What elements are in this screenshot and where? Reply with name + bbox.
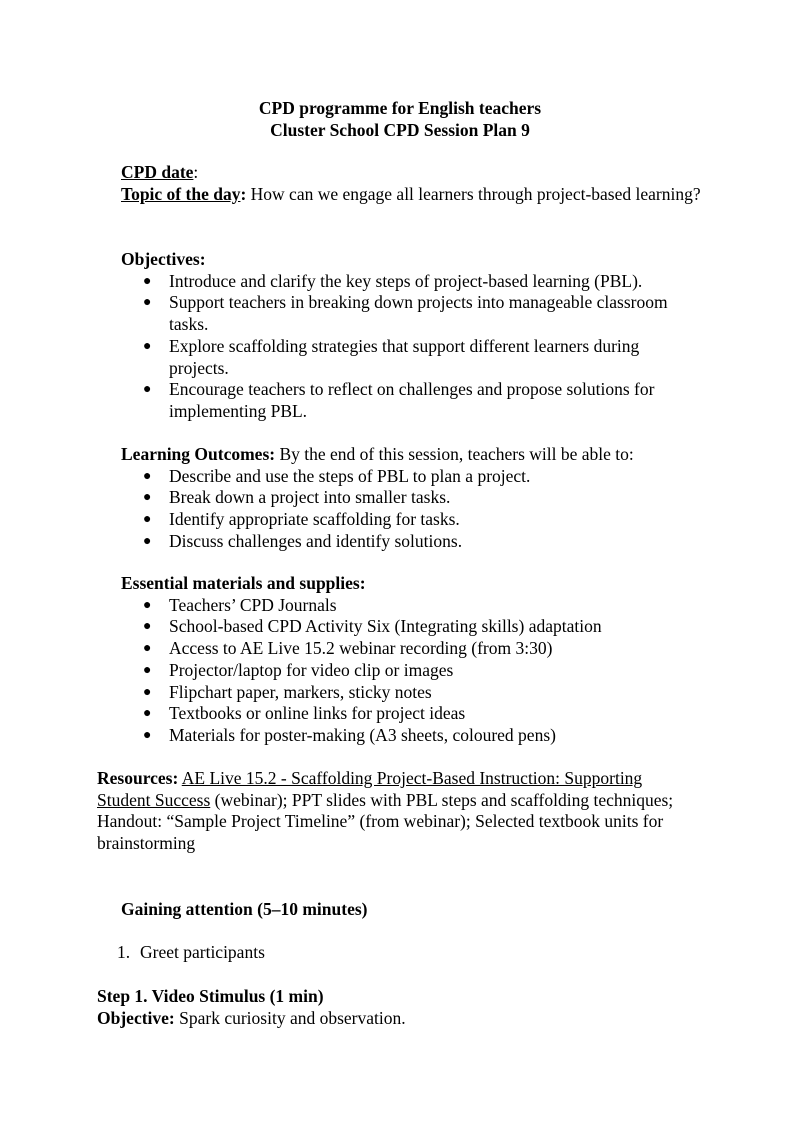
learning-outcomes-intro: By the end of this session, teachers will be able to: (275, 444, 634, 464)
cpd-date-line (121, 162, 701, 184)
learning-outcomes-section (121, 444, 701, 553)
list-item: ● Teachers’ CPD Journals (143, 594, 337, 615)
topic-label: Topic of the day (121, 184, 241, 204)
list-number: 1. (117, 942, 131, 962)
list-item: ● Support teachers in breaking down projects into manageable classroom tasks. (143, 292, 668, 335)
bullet-icon: ● (143, 468, 152, 484)
step1-objective-line (97, 1008, 697, 1030)
step1-section (97, 986, 697, 1029)
resources-rest: (webinar); PPT slides with PBL steps and scaffolding techniques; Handout: “Sample Project Timeline” (from webinar); Selected textbook units for brainstorming (97, 789, 674, 854)
document-title (0, 97, 800, 141)
bullet-icon: ● (143, 338, 152, 354)
materials-list (121, 595, 701, 747)
bullet-icon: ● (143, 512, 152, 528)
list-item: ● Access to AE Live 15.2 webinar recording (from 3:30) (143, 638, 553, 659)
bullet-icon: ● (143, 619, 152, 635)
list-item: ● Flipchart paper, markers, sticky notes (143, 681, 432, 702)
materials-heading: Essential materials and supplies: (121, 573, 366, 593)
cpd-date-label: CPD date (121, 162, 194, 182)
list-item: ● Projector/laptop for video clip or images (143, 659, 454, 680)
bullet-icon: ● (143, 295, 152, 311)
step1-heading: Step 1. Video Stimulus (1 min) (97, 986, 324, 1006)
objectives-list (121, 271, 701, 423)
objective-text: Spark curiosity and observation. (174, 1007, 406, 1028)
gaining-attention-heading: Gaining attention (5–10 minutes) (121, 899, 368, 919)
list-item: ● Introduce and clarify the key steps of project-based learning (PBL). (143, 270, 643, 291)
list-item: ● Discuss challenges and identify solutions. (143, 530, 463, 551)
bullet-icon: ● (143, 533, 152, 549)
list-item: ● Textbooks or online links for project ideas (143, 703, 466, 724)
bullet-icon: ● (143, 597, 152, 613)
learning-outcomes-heading: Learning Outcomes: (121, 444, 276, 464)
list-item: ● Describe and use the steps of PBL to plan a project. (143, 465, 531, 486)
numbered-list-item (117, 942, 265, 964)
objectives-section (121, 249, 701, 423)
bullet-icon: ● (143, 490, 152, 506)
list-item: ● School-based CPD Activity Six (Integrating skills) adaptation (143, 616, 602, 637)
list-item-text: Greet participants (140, 942, 265, 962)
list-item: ● Materials for poster-making (A3 sheets, coloured pens) (143, 724, 556, 745)
title-line-1: CPD programme for English teachers (258, 98, 542, 118)
title-line-2: Cluster School CPD Session Plan 9 (270, 120, 530, 140)
topic-text: How can we engage all learners through project-based learning? (246, 184, 701, 204)
list-item: ● Break down a project into smaller tasks. (143, 487, 451, 508)
bullet-icon: ● (143, 727, 152, 743)
learning-outcomes-list (121, 466, 701, 553)
cpd-date-colon: : (193, 162, 199, 182)
resources-paragraph (97, 768, 697, 855)
resources-label: Resources: (97, 768, 179, 788)
list-item: ● Identify appropriate scaffolding for tasks. (143, 509, 460, 530)
objectives-heading: Objectives: (121, 249, 206, 269)
bullet-icon: ● (143, 382, 152, 398)
topic-colon: : (240, 184, 247, 204)
list-item: ● Explore scaffolding strategies that support different learners during projects. (143, 335, 640, 378)
webinar-link[interactable]: AE Live 15.2 - Scaffolding Project-Based Instruction: Supporting Student Success (97, 768, 643, 810)
bullet-icon: ● (143, 684, 152, 700)
topic-paragraph (121, 184, 701, 206)
bullet-icon: ● (143, 641, 152, 657)
bullet-icon: ● (143, 273, 152, 289)
learning-outcomes-intro-line (121, 444, 701, 466)
bullet-icon: ● (143, 662, 152, 678)
list-item: ● Encourage teachers to reflect on challenges and propose solutions for implementing PBL. (143, 379, 655, 421)
materials-section (121, 573, 701, 747)
bullet-icon: ● (143, 706, 152, 722)
objective-label: Objective: (97, 1007, 175, 1028)
